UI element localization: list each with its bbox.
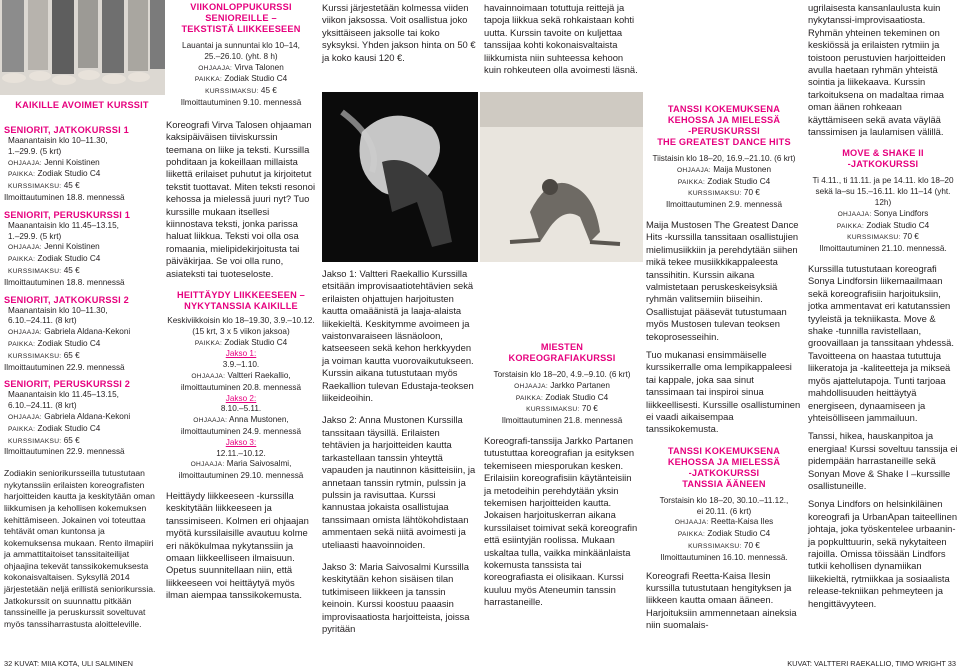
ohjaaja-label: OHJAAJA: (8, 159, 42, 167)
photo-dancer-dark (322, 92, 478, 262)
paikka-label: PAIKKA: (194, 76, 223, 84)
course-time: Keskiviikkoisin klo 18–19.30, 3.9.–10.12. (167, 316, 315, 326)
ohjaaja-value: Jarkko Partanen (550, 380, 610, 390)
ohjaaja-value: Gabriela Aldana-Kekoni (44, 411, 131, 421)
hinta-label: KURSSIMAKSU: (8, 352, 62, 360)
ilmo: ilmoittautuminen 24.9. mennessä (180, 427, 302, 437)
hinta-label: KURSSIMAKSU: (847, 234, 901, 242)
body-text: Koreografi-tanssija Jarkko Partanen tutustuttaa koreografian ja esityksen tekemiseen miesporukan kesken. Erilaisiin koreografisiin käytänteisiin ja metodeihin perehdytään yksin tekemisen harjoitteiden kautta. Jokaisen harjoituskerran aikana kurssilaiset toimivat sekä koreografin että esiintyjän roolissa. Mukaan uskaltaa tulla, vaikka minkäänlaista kokemusta tanssista tai koreografiasta ei olisikaan. Kurssi kuuluu myös Ateneumin tanssin harrastaneille. (484, 434, 638, 608)
hinta-label: KURSSIMAKSU: (8, 267, 62, 275)
body-text: Jakso 2: Anna Mustonen Kurssilla tanssitaan täysillä. Erilaisten tehtävien ja harjoitteiden kautta tarkastellaan tanssin yhteyttä vapauden ja nautinnon käsitteisiin, ja annetaan tanssin rytmin, pulssin ja pulssin ja ravisuttaa. Kurssi kannustaa jokaista osallistujaa tanssimaan omista lähtökohdistaan ammentaen sekä niitä avoimesti ja uteliaasti haavoinnoiden. (322, 414, 476, 550)
body-text: Kurssilla tutustutaan koreografi Sonya Lindforsin liikemaailmaan sekä koreografisiin harjoituksiin, jotka ammentavat eri katutanssien tyyleistä ja tekniikasta. Move & shake -tunnilla ravistellaan, groovaillaan ja tanssitaan yhdessä. Tavoitteena on haastaa tututtuja liikeratoja ja -kaliteetteja ja mikseä myös ajattelutapoja. Tunti tarjoaa mahdollisuuden heittäytyä energiseen, dynaamiseen ja yhteisölliseen jammailuun. (808, 263, 954, 423)
body-text: Jakso 3: Maria Saivosalmi Kurssilla keskitytään kehon sisäisen tilan tutkimiseen liikkeen ja tanssin keinoin. Kurssi koostuu paaasin improvisaatiosta harjoitteista, joissa pyritään (322, 560, 470, 634)
ilmo: Ilmoittautuminen 22.9. mennessä (4, 447, 125, 457)
course-title: SENIORIT, PERUSKURSSI 1 (4, 209, 131, 220)
body-text: Zodiakin seniorikursseilla tutustutaan nykytanssiin erilaisten koreografisten harjoitteiden kautta ja keskitytään oman liikkumisen ja kehollisen kokemuksen kehittämiseen. Jokainen voi toteuttaa tehtävät oman kuntonsa ja kokemuksensa mukaan. Rento ilmapiiri ja ammattitaitoiset tanssitaiteilijat ohjaajina tekevät tanssikokemuksesta kokonaisvaltaisen. Syksyllä 2014 järjestetään neljä erillistä seniorikurssia. Jatkokurssit on suunnattu pitkään tanssineille ja peruskurssit soveltuvat myös tanssiharrastusta aloitteleville. (4, 468, 156, 629)
course-header-line: KEHOSSA JA MIELESSÄ (667, 456, 781, 467)
course-header-line: TEKSTISTÄ LIIKKEESEEN (181, 24, 301, 34)
column-1 (4, 100, 160, 630)
body-text: Maija Mustosen The Greatest Dance Hits -kurssilla tanssitaan osallistujien mielimusiikkiin ja perehdytään siihen mikä tekee musiikkikappaleesta tanssihitin. Kurssin aikana valmistetaan peruskeskeisyksiä ryhmän valitsemiin biiseihin. Osallistujat pääsevät tutustumaan myös Mustosen tulevan teoksen tekoprosesseihin. (646, 218, 799, 342)
course-header-line: SENIOREILLE – (205, 13, 277, 23)
ilmo: Ilmoittautuminen 16.10. mennessä. (660, 552, 788, 562)
ohjaaja-value: Jenni Koistinen (44, 157, 100, 167)
hinta-value: 70 € (743, 541, 760, 551)
legs-illustration (0, 0, 165, 95)
paikka-label: PAIKKA: (8, 340, 36, 348)
jakso-label: Jakso 1: (225, 349, 257, 359)
course-dates: 6.10.–24.11. (8 krt) (8, 401, 77, 411)
jakso-dates: 8.10.–5.11. (220, 404, 262, 414)
jakso-label: Jakso 2: (225, 393, 257, 403)
course-time: Maanantaisin klo 10–11.30, (8, 136, 108, 145)
paikka-label: PAIKKA: (8, 171, 36, 179)
paikka-value: Zodiak Studio C4 (37, 423, 101, 433)
hinta-label: KURSSIMAKSU: (526, 406, 580, 414)
course-time: Ti 4.11., ti 11.11. ja pe 14.11. klo 18–20 (812, 176, 954, 186)
hinta-value: 45 € (260, 86, 277, 96)
course-block-2 (4, 210, 160, 289)
photo-dancer-floor (480, 92, 643, 262)
footer-right: KUVAT: VALTTERI RAEKALLIO, TIMO WRIGHT 33 (787, 659, 956, 668)
course-title: SENIORIT, PERUSKURSSI 2 (4, 379, 131, 390)
course-header-line: TANSSI KOKEMUKSENA (667, 445, 781, 456)
column-6 (808, 2, 958, 610)
hinta-value: 45 € (63, 265, 80, 275)
ohjaaja-value: Maija Mustonen (713, 164, 771, 174)
course-time: Torstaisin klo 18–20, 30.10.–11.12., (659, 495, 789, 505)
hinta-label: KURSSIMAKSU: (8, 437, 62, 445)
ohjaaja-label: OHJAAJA: (514, 382, 548, 390)
course-header-line: NYKYTANSSIA KAIKILLE (184, 301, 298, 312)
body-text: Koreografi Virva Talosen ohjaaman kaksipäiväisen tiiviskurssin teemana on liike ja teksti. Kurssilla pohditaan ja kokeillaan millaista liikettä erilaiset puhutut ja kirjoitetut tekstit tuottavat. Miten teksti resonoi kehossa ja mielessä juuri nyt? Tuo kurssille mukaan itsellesi kiinnostava teksti, jonka parissa haluat liikkua. Teksti voi olla osa romaania, mielipidekirjoitusta tai päiväkirjaa. Se voi olla runo, asiateksti tai tuoteseloste. (166, 118, 316, 279)
jakso-dates: 3.9.–1.10. (222, 360, 260, 370)
hinta-value: 70 € (581, 404, 598, 414)
ilmo: ilmoittautuminen 20.8. mennessä (180, 382, 302, 392)
paikka-label: PAIKKA: (677, 531, 706, 539)
paikka-value: Zodiak Studio C4 (545, 392, 609, 402)
ohjaaja-value: Maria Saivosalmi, (226, 459, 292, 469)
ohjaaja-value: Gabriela Aldana-Kekoni (44, 327, 131, 337)
photo-dancers-legs (0, 0, 165, 95)
ilmo: Ilmoittautuminen 9.10. mennessä (180, 97, 302, 107)
column-4-lower (484, 342, 640, 609)
ilmo: ilmoittautuminen 29.10. mennessä (178, 471, 304, 481)
body-text: Tanssi, hikea, hauskanpitoa ja energiaa! Kurssi soveltuu tanssija ei pidempään harrastaneille sekä Sonyan Move & Shake I –kurssille osallistuneille. (808, 430, 958, 491)
ohjaaja-label: OHJAAJA: (191, 373, 226, 381)
body-text: Tuo mukanasi ensimmäiselle kurssikerralle oma lempikappaleesi tai kappale, joka saa sinut tanssimaan tai inspiroi sinua liikkeellisesti. Kurssille osallistuminen ei vaadi aikaisempaa tanssikokemusta. (646, 349, 801, 435)
dancer-illustration (322, 92, 478, 262)
course-header-line: MIESTEN (540, 342, 584, 352)
course-header-line: -PERUSKURSSI (688, 126, 760, 136)
paikka-value: Zodiak Studio C4 (37, 169, 101, 179)
course-header-line: KEHOSSA JA MIELESSÄ (667, 115, 781, 125)
body-text: Koreografi Reetta-Kaisa Ilesin kurssilla tutustutaan hengityksen ja liikkeen kautta omaan ääneen. Harjoituksiin ammennetaan aineksia niin suomalais- (646, 569, 797, 631)
ilmo: Ilmoittautuminen 2.9. mennessä (665, 200, 783, 210)
course-dates: ei 20.11. (6 krt) (696, 506, 752, 516)
course-header-line: KOREOGRAFIAKURSSI (508, 353, 616, 363)
course-header-line: TANSSI KOKEMUKSENA (667, 104, 781, 114)
course-time: Maanantaisin klo 10–11.30, (8, 305, 108, 315)
ohjaaja-label: OHJAAJA: (837, 210, 872, 218)
paikka-label: PAIKKA: (8, 425, 36, 433)
course-header-line: MOVE & SHAKE II (842, 148, 924, 159)
ohjaaja-value: Reetta-Kaisa Iles (710, 517, 774, 527)
paikka-label: PAIKKA: (836, 222, 865, 230)
course-title: SENIORIT, JATKOKURSSI 1 (4, 125, 129, 135)
floor-dancer-illustration (480, 92, 643, 262)
ohjaaja-label: OHJAAJA: (198, 64, 233, 72)
paikka-value: Zodiak Studio C4 (37, 338, 101, 348)
paikka-label: PAIKKA: (8, 256, 36, 264)
hinta-label: KURSSIMAKSU: (688, 190, 742, 198)
course-title: SENIORIT, JATKOKURSSI 2 (4, 294, 129, 305)
course-header-line: THE GREATEST DANCE HITS (657, 137, 791, 147)
paikka-label: PAIKKA: (194, 339, 223, 347)
paikka-value: Zodiak Studio C4 (866, 220, 930, 230)
paikka-value: Zodiak Studio C4 (224, 74, 288, 84)
ilmo: Ilmoittautuminen 21.8. mennessä (501, 416, 623, 426)
hinta-label: KURSSIMAKSU: (688, 543, 742, 551)
ohjaaja-value: Valtteri Raekallio, (227, 371, 291, 381)
course-block-1 (4, 125, 160, 204)
course-header-line: TANSSIA ÄÄNEEN (682, 478, 766, 489)
jakso-label: Jakso 3: (225, 437, 257, 447)
course-header-line: VIIKONLOPPUKURSSI (190, 2, 292, 12)
course-time: Maanantaisin klo 11.45–13.15, (8, 220, 119, 230)
body-text: havainnoimaan totuttuja reittejä ja tapoja liikkua sekä rohkaistaan kohti uutta. Kurssin tavoite on kuljettaa tanssijaa kohti kokonaisvaltaista liikkumista niin suhteessa kehoon kuin rohkeuteen olla avoimesti läsnä. (484, 2, 638, 76)
course-block-3 (4, 295, 160, 374)
hinta-label: KURSSIMAKSU: (205, 88, 259, 96)
column-4 (484, 2, 640, 76)
course-dates: 1.–29.9. (5 krt) (8, 231, 62, 241)
course-time: Torstaisin klo 18–20, 4.9.–9.10. (6 krt) (493, 370, 631, 379)
ohjaaja-label: OHJAAJA: (8, 244, 42, 252)
body-text: Heittäydy liikkeeseen -kurssilla keskitytään liikkeeseen ja tanssimiseen. Kolmen eri ohjaajan myötä kurssilaisille avautuu kolme eri näkökulmaa nykytanssiin ja omaan liikkeelliseen ilmaisuun. Opetus suunnitellaan niin, että liikkeeseen voi heittäytyä myös ilman aiempaa tanssikokemusta. (166, 490, 309, 601)
course-dates: 6.10.–24.11. (8 krt) (8, 316, 77, 326)
body-text: Sonya Lindfors on helsinkiläinen koreografi ja UrbanApan taiteellinen johtaja, joka työskentelee urbaanin- ja popkulttuurin, sekä nykytaiteen rajoilla. Omissa töissään Lindfors tutkii kehollisen dynamiikan liikekieltä, rytmiikkaa ja sosiaalista release-tekniikan pehmeyteen ja hengittävyyteen. (808, 498, 958, 609)
paikka-value: Zodiak Studio C4 (707, 529, 771, 539)
ohjaaja-label: OHJAAJA: (674, 519, 709, 527)
course-time: Lauantai ja sunnuntai klo 10–14, (182, 41, 300, 50)
ilmo: Ilmoittautuminen 22.9. mennessä (4, 362, 125, 372)
hinta-value: 70 € (743, 188, 760, 198)
course-dates: 1.–29.9. (5 krt) (8, 146, 62, 156)
body-text: ugrilaisesta kansanlaulusta kuin nykytanssi-improvisaatiosta. Ryhmän yhteinen tekeminen on keskiössä ja erilaisten rytmiin ja toistoon perustuvien harjoitteiden avulla haetaan ryhmän yhteistä sointia ja liikekaava. Kurssin tarkoituksena on madaltaa rimaa oman äänen rohkeaan käyttämiseen sekä avata väylää tanssimisen ja laulamisen välillä. (808, 2, 946, 138)
course-dates: (15 krt, 3 x 5 viikon jaksoa) (192, 326, 290, 336)
hinta-value: 45 € (63, 181, 80, 191)
paikka-label: PAIKKA: (677, 178, 706, 186)
body-text: Jakso 1: Valtteri Raekallio Kurssilla etsitään improvisaatiotehtävien sekä erilaisten ohjattujen harjoitusten kautta omaäänistä ja laaja-alaista liikekieltä. Keskitymme avoimeen ja vaistonvaraiseen läsnäoloon, katseeseen sekä kehon herkkyyden ja voiman kautta vuorovaikutukseen. Kurssin aikana tutustutaan myös Raekallion tulevan Edustaja-teoksen liikeideoihin. (322, 268, 474, 404)
ohjaaja-label: OHJAAJA: (190, 461, 225, 469)
course-header-line: HEITTÄYDY LIIKKEESEEN – (177, 290, 305, 301)
ohjaaja-label: OHJAAJA: (8, 413, 42, 421)
paikka-value: Zodiak Studio C4 (707, 176, 771, 186)
paikka-value: Zodiak Studio C4 (37, 254, 101, 264)
ohjaaja-value: Sonya Lindfors (873, 208, 929, 218)
ohjaaja-label: OHJAAJA: (8, 329, 42, 337)
footer-left: 32 KUVAT: MIIA KOTA, ULI SALMINEN (4, 659, 133, 668)
column-5 (646, 104, 802, 632)
ilmo: Ilmoittautuminen 18.8. mennessä (4, 277, 125, 287)
course-time: Tiistaisin klo 18–20, 16.9.–21.10. (6 krt) (652, 154, 796, 163)
course-dates: sekä la–su 15.–16.11. klo 11–14 (yht. 12h) (815, 187, 951, 208)
hinta-label: KURSSIMAKSU: (8, 183, 62, 191)
column-2 (166, 2, 316, 602)
hinta-value: 65 € (63, 435, 80, 445)
body-text: Kurssi järjestetään kolmessa viiden viikon jaksossa. Voit osallistua joko yksittäiseen jaksolle tai koko syksyksi. Yhden jakson hinta on 50 € ja koko kausi 120 €. (322, 2, 476, 63)
hinta-value: 70 € (902, 232, 919, 242)
section-header: KAIKILLE AVOIMET KURSSIT (15, 100, 149, 110)
jakso-dates: 12.11.–10.12. (216, 448, 266, 458)
course-block-4 (4, 379, 160, 458)
paikka-label: PAIKKA: (515, 394, 544, 402)
ilmo: Ilmoittautuminen 18.8. mennessä (4, 192, 125, 202)
paikka-value: Zodiak Studio C4 (224, 337, 288, 347)
course-time: Maanantaisin klo 11.45–13.15, (8, 390, 119, 400)
ilmo: Ilmoittautuminen 21.10. mennessä. (819, 244, 947, 254)
hinta-value: 65 € (63, 350, 80, 360)
ohjaaja-label: OHJAAJA: (193, 417, 228, 425)
column-3-lower (322, 268, 478, 635)
ohjaaja-value: Jenni Koistinen (44, 242, 100, 252)
ohjaaja-value: Virva Talonen (234, 62, 284, 72)
course-dates: 25.–26.10. (yht. 8 h) (204, 51, 278, 61)
column-3 (322, 2, 478, 64)
ohjaaja-label: OHJAAJA: (677, 166, 711, 174)
course-header-line: -JATKOKURSSI (688, 467, 760, 478)
ohjaaja-value: Anna Mustonen, (229, 415, 289, 425)
course-header-line: -JATKOKURSSI (847, 159, 919, 170)
